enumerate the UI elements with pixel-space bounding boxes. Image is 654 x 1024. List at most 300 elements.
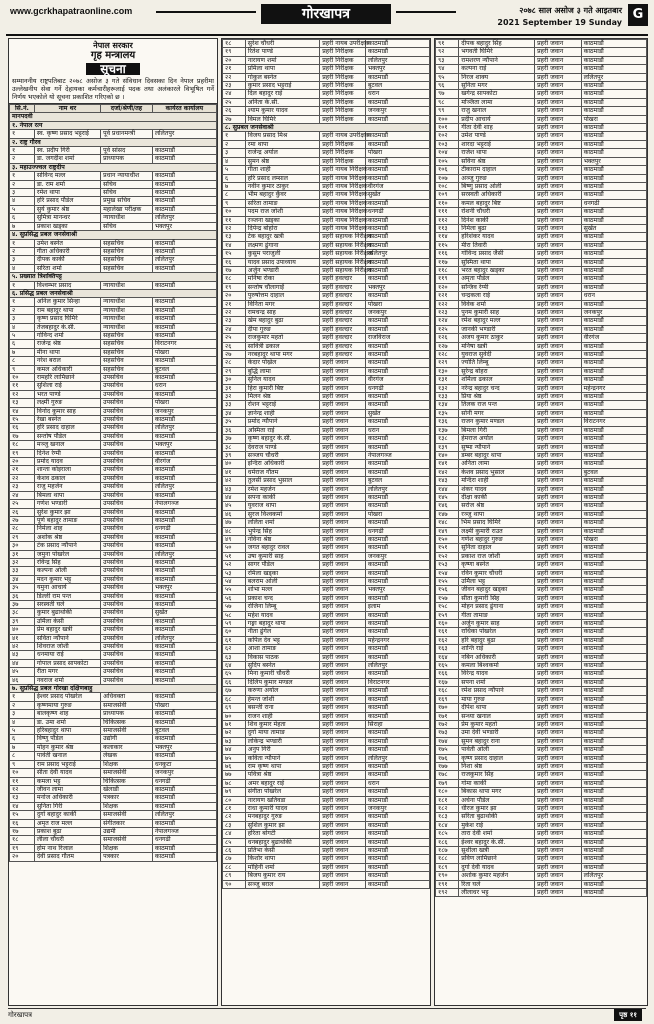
cell-sn: ७ [10,222,35,230]
award-table-col1 [9,104,217,862]
cell-name: सुनिता मगर [459,82,535,90]
cell-sn: ३७ [10,600,35,608]
cell-rank: प्रहरी जवान [535,754,581,762]
cell-rank: प्रहरी जवान [535,241,581,249]
table-row [436,166,647,174]
cell-name: हरिशंकर यादव [459,233,535,241]
cell-rank: उद्यमी [101,827,153,835]
cell-office: काठमाडौं [365,98,429,106]
table-row [436,527,647,535]
cell-name: रमेश महर्जन [245,485,320,493]
cell-name: धीरज कुमार झा [459,804,535,812]
table-row [10,348,217,356]
table-row [436,48,647,56]
cell-name: गोमा कार्की [459,779,535,787]
table-row [436,376,647,384]
cell-rank: प्रहरी जवान [535,510,581,518]
table-row [436,586,647,594]
table-row [436,611,647,619]
cell-name: पुनम कुमारी साह [459,309,535,317]
cell-sn: १५२ [436,552,459,560]
cell-rank: प्रहरी जवान [320,376,366,384]
table-row [223,477,430,485]
table-row [436,107,647,115]
page-footer [8,1008,646,1021]
cell-rank: प्रहरी जवान [320,359,366,367]
table-row [10,643,217,651]
cell-name: कल्पना राई [459,65,535,73]
cell-rank: उपसचिव [101,474,153,482]
table-row [10,542,217,550]
table-row [436,510,647,518]
cell-name: लक्ष्मी गुरुङ [34,399,100,407]
table-row [10,491,217,499]
award-table-col3 [435,39,647,897]
cell-name: इन्दिरा अधिकारी [245,460,320,468]
table-row [436,737,647,745]
cell-office: राजविराज [365,334,429,342]
cell-sn: २३ [10,483,35,491]
cell-office: सुर्खेत [365,191,429,199]
cell-name: खेम बहादुर बुढा [245,317,320,325]
cell-name: जगत बहादुर रावल [245,544,320,552]
cell-sn: १८ [223,275,246,283]
table-row [436,325,647,333]
cell-sn: १६३ [436,645,459,653]
cell-sn: ५१ [223,552,246,560]
table-row [436,82,647,90]
cell-sn: १०८ [436,182,459,190]
cell-name: रञ्जु थापा [459,510,535,518]
cell-sn: १२ [10,390,35,398]
cell-office: काठमाडौं [152,802,216,810]
cell-rank: प्रहरी सहायक निरीक्षक [320,258,366,266]
cell-rank: प्रहरी नायब निरीक्षक [320,174,366,182]
cell-name: नवराज शर्मा [34,676,100,684]
cell-rank: न्यायाधीश [101,298,153,306]
cell-rank: न्यायाधीश [101,214,153,222]
table-row [10,567,217,575]
cell-rank: प्रहरी जवान [320,367,366,375]
page-number: पृष्ठ ११ [614,1009,642,1021]
cell-name: रविन कुमार चौधरी [459,569,535,577]
cell-name: गणेश भण्डारी [34,500,100,508]
cell-name: स्व. प्रदीप गिरी [34,147,100,155]
cell-rank: प्रहरी जवान [535,216,581,224]
cell-office: धनकुटा [152,760,216,768]
cell-name: रविन्द्र सिंह [34,558,100,566]
cell-rank: न्यायाधीश [101,281,153,289]
cell-rank: प्रहरी निरीक्षक [320,107,366,115]
cell-office: काठमाडौं [581,435,646,443]
cell-sn: १८ [223,40,246,48]
cell-rank: प्रहरी जवान [320,788,366,796]
table-row [436,157,647,165]
table-row [436,468,647,476]
cell-sn: ४४ [223,493,246,501]
table-row [10,407,217,415]
cell-name: गोपाल प्रसाद सापकोटा [34,659,100,667]
cell-office: काठमाडौं [581,82,646,90]
cell-office: काठमाडौं [365,199,429,207]
table-row [223,258,430,266]
cell-name: शिवराज जोशी [34,643,100,651]
cell-name: सीता देवी यादव [34,769,100,777]
cell-rank: प्रहरी जवान [535,48,581,56]
cell-rank: प्रहरी जवान [320,653,366,661]
cell-rank: प्रहरी जवान [535,283,581,291]
cell-rank: उपसचिव [101,458,153,466]
cell-sn: १४ [223,241,246,249]
cell-office: काठमाडौं [581,561,646,569]
table-row [436,56,647,64]
table-row [436,140,647,148]
cell-rank: प्रहरी जवान [535,317,581,325]
cell-rank: प्रहरी जवान [535,174,581,182]
cell-sn: ८९ [223,872,246,880]
table-row [436,762,647,770]
cell-name: ललिता शर्मा [245,519,320,527]
table-row [223,754,430,762]
table-row [436,132,647,140]
cell-rank: समाजसेवी [101,811,153,819]
table-row [436,90,647,98]
cell-office: विराटनगर [152,340,216,348]
cell-office: काठमाडौं [581,132,646,140]
cell-rank: प्रहरी नायब उपरीक्षक [320,132,366,140]
notice-badge: सूचना [86,63,140,75]
cell-rank: प्रहरी जवान [535,157,581,165]
masthead [6,4,648,36]
newspaper-title: गोरखापत्र [261,4,391,24]
cell-office: काठमाडौं [365,863,429,871]
cell-name: कृष्णा बस्नेत [459,561,535,569]
table-row [223,266,430,274]
table-row [223,182,430,190]
cell-office: ललितपुर [152,424,216,432]
cell-rank: कलाकार [101,743,153,751]
cell-office: काठमाडौं [152,416,216,424]
cell-rank: प्रहरी जवान [320,493,366,501]
cell-office: पोखरा [581,535,646,543]
cell-name: अजय कुमार ठाकुर [459,334,535,342]
table-row [436,224,647,232]
cell-name: निर्मला बुढा [459,224,535,232]
table-row [223,157,430,165]
cell-sn: ११७ [436,258,459,266]
cell-office: काठमाडौं [581,695,646,703]
cell-rank: प्रहरी जवान [535,628,581,636]
cell-office: पोखरा [152,399,216,407]
cell-rank: प्रहरी जवान [320,502,366,510]
cell-sn: १७ [10,827,35,835]
table-row [223,544,430,552]
table-row [10,449,217,457]
cell-office: महेन्द्रनगर [365,636,429,644]
cell-name: ज्ञानेन्द्र शाही [245,409,320,417]
cell-office: काठमाडौं [581,519,646,527]
cell-office: काठमाडौं [581,838,646,846]
table-row [10,727,217,735]
cell-name: सीता कुमारी सिंह [459,594,535,602]
cell-rank: प्रहरी जवान [535,779,581,787]
cell-rank: सचिव [101,189,153,197]
cell-rank: प्रहरी जवान [535,149,581,157]
section-heading: २. राष्ट्र गौरव [10,138,217,146]
cell-office: काठमाडौं [152,542,216,550]
cell-sn: ५२ [223,561,246,569]
table-row [223,687,430,695]
table-row [436,771,647,779]
cell-sn: १८४ [436,821,459,829]
cell-name: अशोक श्रेष्ठ [34,533,100,541]
cell-sn: १५१ [436,544,459,552]
table-row [436,788,647,796]
cell-sn: २६ [223,107,246,115]
cell-rank: प्रहरी जवान [535,309,581,317]
cell-office: धनगढी [152,836,216,844]
cell-rank: प्रहरी जवान [535,611,581,619]
cell-office: काठमाडौं [365,418,429,426]
footer-paper-name: गोरखापत्र [8,1011,32,1019]
cell-sn: ९७ [436,90,459,98]
cell-sn: १४२ [436,468,459,476]
table-row [223,847,430,855]
cell-name: नारायण शर्मा [245,56,320,64]
table-row [223,367,430,375]
cell-sn: १७८ [436,771,459,779]
cell-rank: प्रहरी जवान [535,535,581,543]
cell-sn: ९९ [436,107,459,115]
cell-office: सुर्खेत [365,409,429,417]
table-row [223,82,430,90]
cell-rank: प्रहरी जवान [535,561,581,569]
table-row [10,466,217,474]
table-row [436,502,647,510]
cell-name: चन्द्रकला राई [459,292,535,300]
cell-sn: १९२ [436,889,459,897]
cell-name: हरि प्रसाद लम्साल [245,174,320,182]
cell-sn: १०६ [436,166,459,174]
table-row [223,611,430,619]
table-row [436,578,647,586]
table-row [223,594,430,602]
table-row [223,317,430,325]
cell-name: गोविन्द प्रसाद जैसी [459,250,535,258]
cell-name: सुशीला खत्री [459,847,535,855]
cell-rank: प्रहरी जवान [535,620,581,628]
table-row [10,718,217,726]
cell-name: महेश यादव [245,611,320,619]
cell-name: सोविन्द मल्ल [34,172,100,180]
table-row [436,880,647,888]
section-row [10,289,217,297]
table-row [436,208,647,216]
cell-rank: प्रहरी जवान [320,863,366,871]
cell-rank: प्रहरी जवान [320,552,366,560]
cell-office: काठमाडौं [152,508,216,516]
cell-name: बलराम ओली [245,578,320,586]
cell-office: काठमाडौं [365,157,429,165]
cell-sn: २८ [223,359,246,367]
cell-office: काठमाडौं [152,281,216,289]
cell-sn: ७० [223,712,246,720]
cell-name: रमेश थापा [34,189,100,197]
table-row [436,594,647,602]
cell-sn: ३५ [223,418,246,426]
cell-name: तारा देवी शर्मा [459,830,535,838]
cell-office: काठमाडौं [365,847,429,855]
cell-sn: १६४ [436,653,459,661]
cell-sn: ३० [10,542,35,550]
cell-sn: ३९ [223,451,246,459]
table-row [436,678,647,686]
cell-rank: उपसचिव [101,626,153,634]
cell-sn: ६६ [223,678,246,686]
table-row [436,821,647,829]
cell-name: सुरेन्द्र बोहरा [459,367,535,375]
cell-rank: प्रहरी जवान [535,762,581,770]
table-row [436,216,647,224]
table-row [223,678,430,686]
table-row [10,844,217,852]
cell-office: काठमाडौं [365,460,429,468]
cell-office: ललितपुर [152,483,216,491]
cell-rank: उपसचिव [101,483,153,491]
cell-office: धरान [365,779,429,787]
cell-rank: प्रहरी जवान [320,662,366,670]
cell-name: निरज शाक्य [459,73,535,81]
cell-office: जनकपुर [365,309,429,317]
cell-sn: २२ [223,309,246,317]
cell-office: काठमाडौं [152,676,216,684]
cell-rank: प्रहरी जवान [320,636,366,644]
cell-office: काठमाडौं [152,617,216,625]
cell-rank: उपसचिव [101,558,153,566]
cell-name: कविता न्यौपाने [245,754,320,762]
cell-sn: ८६ [223,847,246,855]
table-row [436,401,647,409]
cell-office: काठमाडौं [152,785,216,793]
cell-office: जनकपुर [365,107,429,115]
cell-rank: प्रहरी जवान [535,729,581,737]
cell-name: श्याम कुमार यादव [245,107,320,115]
table-row [223,418,430,426]
cell-rank: पूर्व प्रधानमन्त्री [101,130,153,138]
table-row [223,73,430,81]
notice-header [9,39,217,76]
cell-rank: प्रहरी निरीक्षक [320,90,366,98]
website-url[interactable]: www.gcrkhapatraonline.com [10,6,133,16]
table-row [10,836,217,844]
table-row [436,863,647,871]
cell-name: अनिता लामा [459,460,535,468]
cell-office: इलाम [365,603,429,611]
cell-office: काठमाडौं [581,880,646,888]
cell-rank: प्रहरी जवान [535,796,581,804]
cell-name: यादव प्रसाद उपाध्याय [245,258,320,266]
cell-name: सविता न्यौपाने [34,634,100,642]
cell-name: सुमित्रा मानन्धर [34,214,100,222]
cell-office: धनगढी [365,527,429,535]
cell-sn: १३१ [436,376,459,384]
cell-rank: न्यायाधीश [101,323,153,331]
cell-office: काठमाडौं [152,600,216,608]
table-row [10,659,217,667]
cell-sn: १३३ [436,393,459,401]
cell-name: भगवती घिमिरे [459,48,535,56]
table-row [436,451,647,459]
cell-rank: प्रहरी जवान [535,300,581,308]
cell-office: काठमाडौं [581,351,646,359]
cell-name: भुपेन्द्र सिंह [245,527,320,535]
header-office: कार्यरत कार्यालय [152,105,216,113]
cell-rank: प्रहरी जवान [535,351,581,359]
cell-name: सुरेश कुमार झा [34,508,100,516]
cell-sn: ३ [10,256,35,264]
cell-sn: २९ [223,367,246,375]
cell-rank: प्रहरी जवान [320,401,366,409]
table-row [223,628,430,636]
table-row [10,735,217,743]
cell-office: ललितपुर [365,662,429,670]
table-row [10,794,217,802]
cell-name: टेक बहादुर खत्री [245,233,320,241]
cell-name: सुनिता दाहाल [459,544,535,552]
cell-office: पोखरा [365,149,429,157]
table-row [223,771,430,779]
cell-office: काठमाडौं [581,720,646,728]
cell-name: सागर पौडेल [245,561,320,569]
cell-rank: सहसचिव [101,239,153,247]
cell-name: सुशिल कुमार झा [245,821,320,829]
table-row [436,477,647,485]
table-row [10,651,217,659]
section-heading: ३. महाउज्ज्वल राष्ट्रदीप [10,163,217,171]
cell-sn: ३६ [10,592,35,600]
cell-name: सुरेश चौधरी [245,40,320,48]
table-row [436,342,647,350]
table-row [10,323,217,331]
cell-name: उमेश बस्नेत [34,239,100,247]
cell-name: गोविन्द शर्मा [34,331,100,339]
cell-name: राजकुमार सिंह [459,771,535,779]
cell-sn: ७६ [223,762,246,770]
header-rank: दर्जा/श्रेणी/तह [101,105,153,113]
column-2 [221,38,431,1006]
cell-sn: ४१ [223,468,246,476]
table-row [10,390,217,398]
cell-sn: ४८ [223,527,246,535]
gorkhapatra-logo-icon: G [628,4,648,26]
cell-sn: ९ [10,760,35,768]
cell-rank: प्रहरी जवान [535,40,581,48]
table-row [10,533,217,541]
cell-name: भीम बहादुर कुँवर [245,191,320,199]
cell-rank: प्रहरी जवान [320,762,366,770]
table-row [10,617,217,625]
cell-name: नीता ढुंगेल [245,628,320,636]
cell-sn: १८ [10,836,35,844]
cell-sn: १३ [10,794,35,802]
cell-sn: १११ [436,208,459,216]
cell-sn: २७ [223,115,246,123]
cell-name: केशव ढकाल [34,474,100,482]
cell-name: सपना कार्की [245,493,320,501]
cell-name: ज्योति लिम्बू [459,359,535,367]
cell-office: काठमाडौं [581,552,646,560]
table-row [223,779,430,787]
